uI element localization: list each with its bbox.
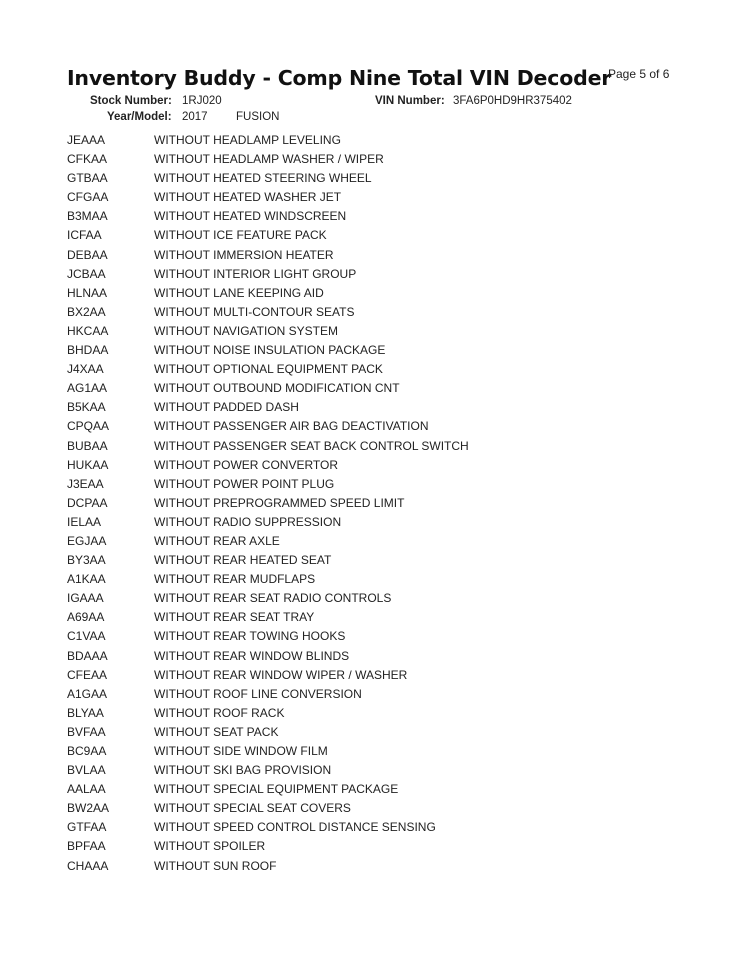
option-code: BUBAA <box>67 438 108 453</box>
option-description: WITHOUT SPECIAL SEAT COVERS <box>154 801 351 816</box>
option-code: DEBAA <box>67 247 108 262</box>
option-row <box>67 532 707 551</box>
option-code: EGJAA <box>67 533 107 548</box>
option-row <box>67 417 707 436</box>
option-code: BDAAA <box>67 648 108 663</box>
option-description: WITHOUT NOISE INSULATION PACKAGE <box>154 343 386 358</box>
option-row <box>67 265 707 284</box>
option-row <box>67 742 707 761</box>
option-row <box>67 150 707 169</box>
option-code: BX2AA <box>67 304 106 319</box>
option-code: JEAAA <box>67 133 106 147</box>
page-number: Page 5 of 6 <box>608 67 670 81</box>
option-code: CFGAA <box>67 190 109 205</box>
option-row <box>67 799 707 818</box>
option-code: BY3AA <box>67 553 106 568</box>
option-row <box>67 207 707 226</box>
option-row <box>67 226 707 245</box>
option-description: WITHOUT NAVIGATION SYSTEM <box>154 323 339 338</box>
option-description: WITHOUT OUTBOUND MODIFICATION CNT <box>154 381 400 396</box>
option-row <box>67 647 707 666</box>
model-value: FUSION <box>236 111 280 123</box>
option-code: ICFAA <box>67 228 102 243</box>
option-code: HLNAA <box>67 285 108 300</box>
option-code: B5KAA <box>67 400 106 415</box>
vin-number-value: 3FA6P0HD9HR375402 <box>453 95 572 107</box>
option-code: HUKAA <box>67 457 109 472</box>
option-row <box>67 704 707 723</box>
option-row <box>67 837 707 856</box>
option-description: WITHOUT RADIO SUPPRESSION <box>154 514 342 529</box>
option-description: WITHOUT HEADLAMP LEVELING <box>154 133 341 147</box>
option-code: AALAA <box>67 782 106 797</box>
year-model-label: Year/Model: <box>107 111 172 123</box>
option-code-list <box>67 131 707 876</box>
stock-number-label: Stock Number: <box>90 95 172 107</box>
option-description: WITHOUT ROOF RACK <box>154 705 285 720</box>
option-row <box>67 494 707 513</box>
option-code: HKCAA <box>67 323 109 338</box>
option-description: WITHOUT PADDED DASH <box>154 400 299 415</box>
option-description: WITHOUT SPOILER <box>154 839 266 854</box>
option-code: BW2AA <box>67 801 110 816</box>
option-row <box>67 570 707 589</box>
option-description: WITHOUT REAR SEAT RADIO CONTROLS <box>154 591 392 606</box>
option-row <box>67 761 707 780</box>
option-code: GTBAA <box>67 171 108 186</box>
option-description: WITHOUT REAR WINDOW BLINDS <box>154 648 350 663</box>
option-row <box>67 780 707 799</box>
option-code: CFKAA <box>67 152 108 167</box>
option-description: WITHOUT IMMERSION HEATER <box>154 247 334 262</box>
option-description: WITHOUT POWER POINT PLUG <box>154 476 335 491</box>
option-description: WITHOUT SIDE WINDOW FILM <box>154 744 328 758</box>
option-description: WITHOUT SEAT PACK <box>154 724 279 739</box>
option-row <box>67 303 707 322</box>
option-row <box>67 666 707 685</box>
option-row <box>67 627 707 646</box>
option-code: DCPAA <box>67 495 108 510</box>
option-row <box>67 322 707 341</box>
option-code: A69AA <box>67 610 105 625</box>
option-row <box>67 551 707 570</box>
option-code: BHDAA <box>67 343 109 358</box>
option-row <box>67 818 707 837</box>
option-row <box>67 475 707 494</box>
option-description: WITHOUT REAR HEATED SEAT <box>154 553 332 568</box>
option-code: BPFAA <box>67 839 106 854</box>
option-code: BVLAA <box>67 763 106 778</box>
option-description: WITHOUT INTERIOR LIGHT GROUP <box>154 266 357 281</box>
option-description: WITHOUT POWER CONVERTOR <box>154 457 339 472</box>
option-row <box>67 246 707 265</box>
option-description: WITHOUT ICE FEATURE PACK <box>154 228 327 243</box>
option-description: WITHOUT REAR TOWING HOOKS <box>154 629 346 644</box>
option-row <box>67 456 707 475</box>
option-row <box>67 437 707 456</box>
document-title: Inventory Buddy - Comp Nine Total VIN Decoder <box>67 66 612 90</box>
option-description: WITHOUT HEATED WASHER JET <box>154 190 342 205</box>
option-code: A1KAA <box>67 572 106 587</box>
option-code: BC9AA <box>67 744 107 758</box>
option-row <box>67 608 707 627</box>
option-code: J3EAA <box>67 476 104 491</box>
option-code: BLYAA <box>67 705 104 720</box>
option-row <box>67 513 707 532</box>
vin-number-label: VIN Number: <box>375 95 445 107</box>
option-description: WITHOUT SKI BAG PROVISION <box>154 763 332 778</box>
option-description: WITHOUT SPEED CONTROL DISTANCE SENSING <box>154 820 436 835</box>
option-code: GTFAA <box>67 820 107 835</box>
option-description: WITHOUT HEATED WINDSCREEN <box>154 209 347 224</box>
option-code: CPQAA <box>67 419 110 434</box>
option-row <box>67 188 707 207</box>
option-description: WITHOUT HEATED STEERING WHEEL <box>154 171 372 186</box>
option-code: CHAAA <box>67 858 109 873</box>
option-description: WITHOUT MULTI-CONTOUR SEATS <box>154 304 355 319</box>
option-row <box>67 360 707 379</box>
option-code: BVFAA <box>67 724 106 739</box>
option-code: CFEAA <box>67 667 108 682</box>
option-description: WITHOUT REAR SEAT TRAY <box>154 610 315 625</box>
option-description: WITHOUT ROOF LINE CONVERSION <box>154 686 362 701</box>
year-value: 2017 <box>182 111 208 123</box>
option-description: WITHOUT HEADLAMP WASHER / WIPER <box>154 152 384 167</box>
option-row <box>67 379 707 398</box>
option-row <box>67 131 707 150</box>
option-code: IGAAA <box>67 591 104 606</box>
option-row <box>67 169 707 188</box>
option-description: WITHOUT LANE KEEPING AID <box>154 285 324 300</box>
option-description: WITHOUT OPTIONAL EQUIPMENT PACK <box>154 362 383 377</box>
option-row <box>67 723 707 742</box>
option-description: WITHOUT PASSENGER AIR BAG DEACTIVATION <box>154 419 429 434</box>
option-row <box>67 341 707 360</box>
option-row <box>67 284 707 303</box>
option-description: WITHOUT PASSENGER SEAT BACK CONTROL SWITCH <box>154 438 469 453</box>
option-code: C1VAA <box>67 629 106 644</box>
option-code: B3MAA <box>67 209 108 224</box>
option-description: WITHOUT SUN ROOF <box>154 858 277 873</box>
option-row <box>67 589 707 608</box>
option-description: WITHOUT SPECIAL EQUIPMENT PACKAGE <box>154 782 399 797</box>
option-code: J4XAA <box>67 362 104 377</box>
option-description: WITHOUT REAR AXLE <box>154 533 280 548</box>
option-row <box>67 398 707 417</box>
stock-number-value: 1RJ020 <box>182 95 222 107</box>
option-code: JCBAA <box>67 266 106 281</box>
option-description: WITHOUT REAR MUDFLAPS <box>154 572 316 587</box>
option-row <box>67 857 707 876</box>
option-code: IELAA <box>67 514 102 529</box>
option-row <box>67 685 707 704</box>
option-code: AG1AA <box>67 381 108 396</box>
option-description: WITHOUT REAR WINDOW WIPER / WASHER <box>154 667 408 682</box>
option-code: A1GAA <box>67 686 108 701</box>
option-description: WITHOUT PREPROGRAMMED SPEED LIMIT <box>154 495 405 510</box>
